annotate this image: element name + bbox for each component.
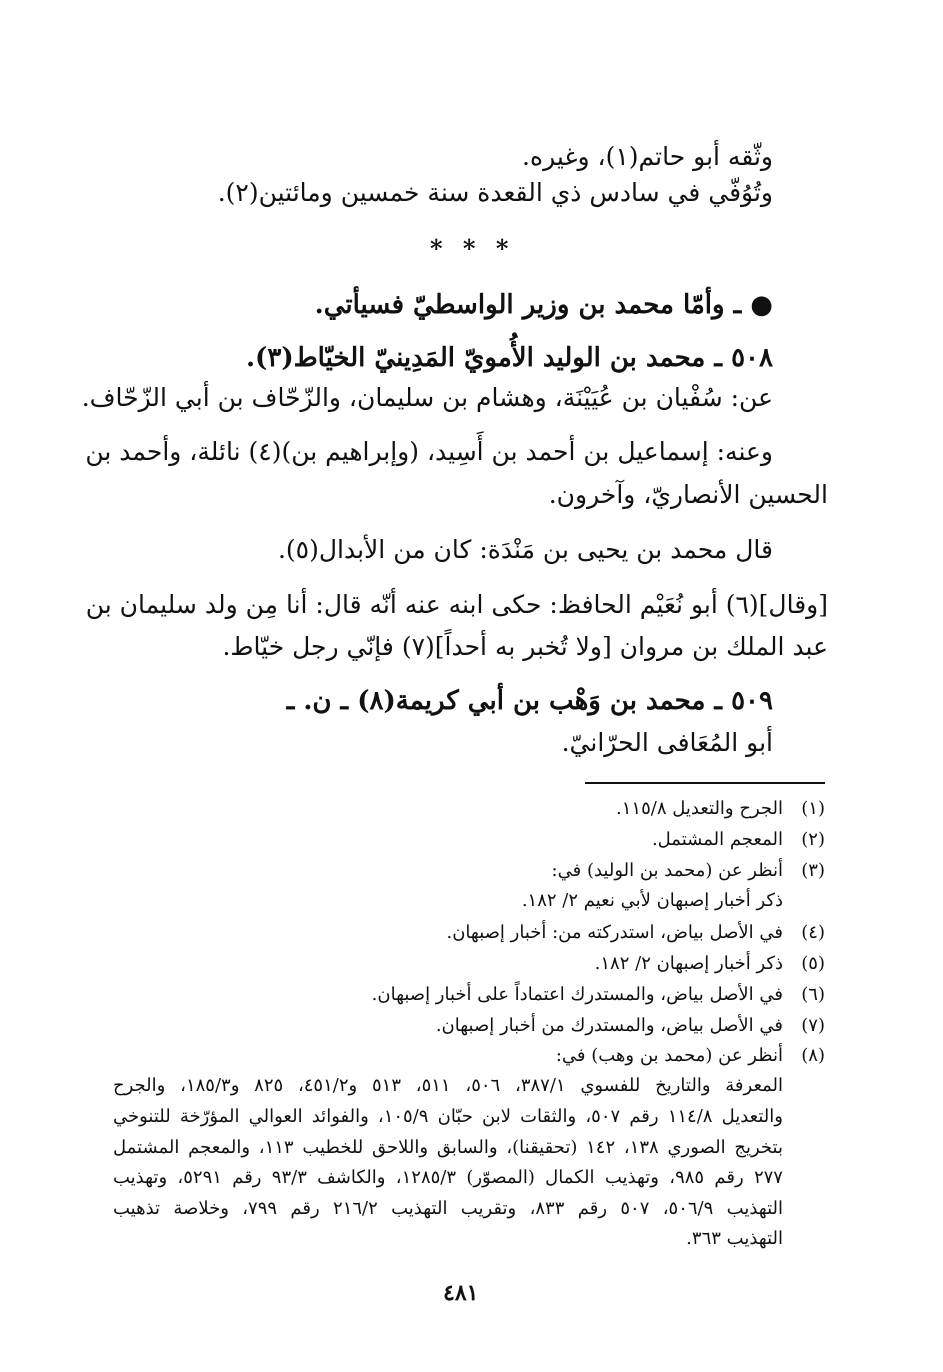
footnote-continuation: المعرفة والتاريخ للفسوي ٣٨٧/١، ٥٠٦، ٥١١، ٥١٣ و٤٥١/٢، ٨٢٥ و١٨٥/٣، والجرح: [113, 1075, 784, 1096]
footnote-number: (٢): [801, 829, 825, 850]
cross-reference-note: ● ـ وأمّا محمد بن وزير الواسطيّ فسيأتي.: [314, 290, 773, 320]
footnote-text: المعجم المشتمل.: [651, 829, 783, 850]
footnote-text: أنظر عن (محمد بن الوليد) في:: [551, 860, 783, 881]
footnote-number: (٤): [801, 922, 825, 943]
footnote: [652, 829, 825, 851]
footnote-number: (٦): [801, 984, 825, 1005]
footnote: [616, 798, 825, 820]
footnote-number: (٣): [801, 860, 825, 881]
entry-heading-508: ٥٠٨ ـ محمد بن الوليد الأُمويّ المَدِينيّ الخيّاط(٣).: [245, 343, 773, 373]
footnote-number: (٥): [801, 953, 825, 974]
footnote-number: (٨): [801, 1045, 825, 1066]
footnote: [556, 1045, 825, 1067]
footnote-separator-rule: [585, 782, 825, 784]
footnote: [446, 922, 825, 944]
footnote-text: أنظر عن (محمد بن وهب) في:: [555, 1045, 783, 1066]
footnote-continuation: التهذيب ٥٠٦/٩، ٥٠٧ رقم ٨٣٣، وتقريب التهذيب ٢١٦/٢ رقم ٧٩٩، وخلاصة تذهيب: [113, 1198, 783, 1219]
footnote-text: في الأصل بياض، استدركته من: أخبار إصبهان.: [446, 922, 783, 943]
footnote-number: (١): [801, 798, 825, 819]
text-line: قال محمد بن يحيى بن مَنْدَة: كان من الأبدال(٥).: [277, 535, 773, 564]
text-line: عبد الملك بن مروان [ولا تُخبر به أحداً](٧) فإنّي رجل خيّاط.: [222, 632, 828, 661]
footnote-continuation: بتخريج الصوري ١٣٨، ١٤٢ (تحقيقنا)، والسابق واللاحق للخطيب ١١٣، والمعجم المشتمل: [113, 1137, 783, 1158]
page-number: ٤٨١: [443, 1280, 479, 1306]
footnote: [372, 984, 825, 1006]
footnote-continuation: التهذيب ٣٦٣.: [686, 1228, 783, 1249]
footnote-number: (٧): [801, 1015, 825, 1036]
entry-heading-509: ٥٠٩ ـ محمد بن وَهْب بن أبي كريمة(٨) ـ ن. ـ: [286, 686, 773, 716]
footnote: [595, 953, 825, 975]
footnote-text: ذكر أخبار إصبهان ٢/ ١٨٢.: [594, 953, 783, 974]
footnote-text: في الأصل بياض، والمستدرك من أخبار إصبهان.: [435, 1015, 783, 1036]
footnote-text: ذكر أخبار إصبهان لأبي نعيم ٢/ ١٨٢.: [521, 890, 783, 911]
text-line: عن: سُفْيان بن عُيَيْنَة، وهشام بن سليمان، والزّحّاف بن أبي الزّحّاف.: [81, 383, 773, 412]
footnote-continuation: ٢٧٧ رقم ٩٨٥، وتهذيب الكمال (المصوّر) ١٢٨٥/٣، والكاشف ٩٣/٣ رقم ٥٢٩١، وتهذيب: [113, 1167, 783, 1188]
footnote: [436, 1015, 825, 1037]
footnote-text: الجرح والتعديل ١١٥/٨.: [616, 798, 783, 819]
text-line: وثّقه أبو حاتم(١)، وغيره.: [522, 142, 773, 171]
footnote-continuation: والتعديل ١١٤/٨ رقم ٥٠٧، والثقات لابن حبّان ١٠٥/٩، والفوائد العوالي المؤرّخة للتنوخي: [113, 1106, 783, 1127]
text-line: الحسين الأنصاريّ، وآخرون.: [548, 480, 828, 509]
text-line: وعنه: إسماعيل بن أحمد بن أَسِيد، (وإبراهيم بن)(٤) نائلة، وأحمد بن: [85, 437, 773, 466]
text-line: [وقال](٦) أبو نُعَيْم الحافظ: حكى ابنه عنه أنّه قال: أنا مِن ولد سليمان بن: [85, 590, 828, 619]
footnote: [552, 860, 825, 882]
text-line: أبو المُعَافى الحرّانيّ.: [561, 728, 773, 757]
section-separator: * * *: [430, 234, 515, 263]
footnote: [522, 890, 825, 912]
footnote-text: في الأصل بياض، والمستدرك اعتماداً على أخبار إصبهان.: [371, 984, 783, 1005]
text-line: وتُوُفّي في سادس ذي القعدة سنة خمسين ومائتين(٢).: [217, 178, 773, 207]
